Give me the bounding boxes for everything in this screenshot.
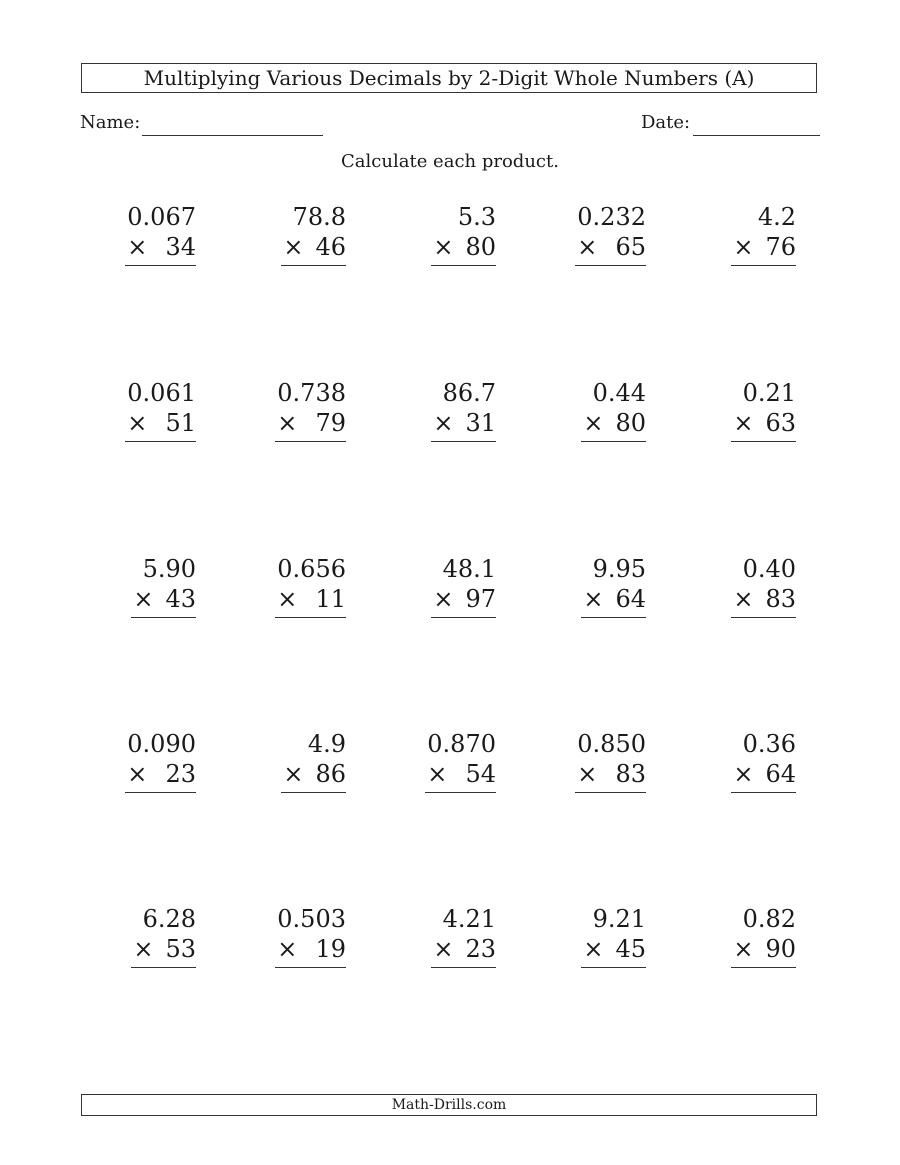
multiplicand: 0.090 <box>127 730 196 758</box>
multiplier-row <box>577 760 646 788</box>
multiplier-row <box>733 233 796 261</box>
footer-text: Math-Drills.com <box>391 1097 507 1113</box>
multiplier: 11 <box>315 585 346 613</box>
answer-line <box>125 792 196 793</box>
multiplicand: 0.850 <box>577 730 646 758</box>
multiplicand: 4.2 <box>757 203 796 231</box>
multiplicand: 0.36 <box>742 730 796 758</box>
multiplier-row <box>733 585 796 613</box>
multiplier: 63 <box>765 409 796 437</box>
times-icon: × <box>733 409 754 437</box>
multiplier: 64 <box>765 760 796 788</box>
multiplicand: 0.738 <box>277 379 346 407</box>
answer-line <box>275 617 346 618</box>
multiplier: 45 <box>615 935 646 963</box>
answer-line <box>581 967 646 968</box>
answer-line <box>731 617 796 618</box>
multiplier: 23 <box>165 760 196 788</box>
multiplier-row <box>283 760 346 788</box>
answer-line <box>275 967 346 968</box>
multiplier-row <box>283 233 346 261</box>
multiplier: 97 <box>465 585 496 613</box>
multiplier-row <box>583 409 646 437</box>
times-icon: × <box>133 585 154 613</box>
times-icon: × <box>733 760 754 788</box>
multiplier-row <box>733 409 796 437</box>
times-icon: × <box>733 935 754 963</box>
multiplier-row <box>277 409 346 437</box>
answer-line <box>431 265 496 266</box>
multiplier: 53 <box>165 935 196 963</box>
times-icon: × <box>427 760 448 788</box>
multiplicand: 86.7 <box>442 379 496 407</box>
multiplicand: 4.21 <box>442 905 496 933</box>
times-icon: × <box>433 233 454 261</box>
answer-line <box>125 265 196 266</box>
multiplier: 83 <box>615 760 646 788</box>
multiplicand: 9.21 <box>592 905 646 933</box>
answer-line <box>731 792 796 793</box>
times-icon: × <box>733 585 754 613</box>
multiplicand: 0.40 <box>742 555 796 583</box>
times-icon: × <box>283 233 304 261</box>
multiplicand: 0.656 <box>277 555 346 583</box>
multiplicand: 0.232 <box>577 203 646 231</box>
multiplier: 80 <box>615 409 646 437</box>
answer-line <box>731 967 796 968</box>
multiplier-row <box>433 233 496 261</box>
times-icon: × <box>433 409 454 437</box>
multiplier: 79 <box>315 409 346 437</box>
multiplier-row <box>133 935 196 963</box>
multiplier: 34 <box>165 233 196 261</box>
multiplier-row <box>127 233 196 261</box>
multiplicand: 5.90 <box>142 555 196 583</box>
name-label: Name: <box>80 112 141 133</box>
instructions: Calculate each product. <box>341 151 559 172</box>
answer-line <box>275 441 346 442</box>
multiplier-row <box>583 585 646 613</box>
multiplicand: 78.8 <box>292 203 346 231</box>
multiplier-row <box>433 409 496 437</box>
answer-line <box>131 967 196 968</box>
times-icon: × <box>583 585 604 613</box>
multiplier-row <box>277 585 346 613</box>
multiplier-row <box>433 585 496 613</box>
multiplicand: 48.1 <box>442 555 496 583</box>
times-icon: × <box>127 760 148 788</box>
multiplicand: 6.28 <box>142 905 196 933</box>
multiplier: 19 <box>315 935 346 963</box>
times-icon: × <box>577 233 598 261</box>
multiplier: 76 <box>765 233 796 261</box>
multiplier-row <box>127 760 196 788</box>
times-icon: × <box>583 935 604 963</box>
answer-line <box>581 617 646 618</box>
times-icon: × <box>133 935 154 963</box>
multiplier: 64 <box>615 585 646 613</box>
times-icon: × <box>433 935 454 963</box>
worksheet-title-text: Multiplying Various Decimals by 2-Digit Whole Numbers (A) <box>143 66 755 90</box>
multiplier: 43 <box>165 585 196 613</box>
multiplicand: 0.067 <box>127 203 196 231</box>
multiplier: 54 <box>465 760 496 788</box>
multiplier: 83 <box>765 585 796 613</box>
multiplier-row <box>433 935 496 963</box>
answer-line <box>131 617 196 618</box>
answer-line <box>431 967 496 968</box>
answer-line <box>731 441 796 442</box>
multiplier-row <box>577 233 646 261</box>
multiplicand: 9.95 <box>592 555 646 583</box>
multiplicand: 0.44 <box>592 379 646 407</box>
multiplicand: 0.870 <box>427 730 496 758</box>
multiplicand: 4.9 <box>307 730 346 758</box>
times-icon: × <box>433 585 454 613</box>
answer-line <box>125 441 196 442</box>
times-icon: × <box>583 409 604 437</box>
multiplicand: 0.21 <box>742 379 796 407</box>
answer-line <box>731 265 796 266</box>
multiplier-row <box>133 585 196 613</box>
answer-line <box>581 441 646 442</box>
times-icon: × <box>127 233 148 261</box>
multiplier-row <box>583 935 646 963</box>
multiplier: 65 <box>615 233 646 261</box>
multiplier-row <box>127 409 196 437</box>
multiplier: 90 <box>765 935 796 963</box>
multiplier-row <box>427 760 496 788</box>
times-icon: × <box>283 760 304 788</box>
answer-line <box>425 792 496 793</box>
times-icon: × <box>277 585 298 613</box>
answer-line <box>575 792 646 793</box>
footer <box>81 1094 817 1116</box>
multiplier: 23 <box>465 935 496 963</box>
times-icon: × <box>577 760 598 788</box>
answer-line <box>281 792 346 793</box>
multiplier: 80 <box>465 233 496 261</box>
multiplicand: 0.503 <box>277 905 346 933</box>
multiplier: 46 <box>315 233 346 261</box>
times-icon: × <box>127 409 148 437</box>
times-icon: × <box>277 409 298 437</box>
answer-line <box>431 441 496 442</box>
times-icon: × <box>733 233 754 261</box>
multiplier-row <box>277 935 346 963</box>
multiplicand: 0.82 <box>742 905 796 933</box>
answer-line <box>281 265 346 266</box>
date-label: Date: <box>641 112 691 133</box>
multiplier-row <box>733 760 796 788</box>
multiplier: 51 <box>165 409 196 437</box>
times-icon: × <box>277 935 298 963</box>
multiplicand: 0.061 <box>127 379 196 407</box>
answer-line <box>431 617 496 618</box>
multiplier-row <box>733 935 796 963</box>
multiplicand: 5.3 <box>457 203 496 231</box>
multiplier: 86 <box>315 760 346 788</box>
answer-line <box>575 265 646 266</box>
multiplier: 31 <box>465 409 496 437</box>
